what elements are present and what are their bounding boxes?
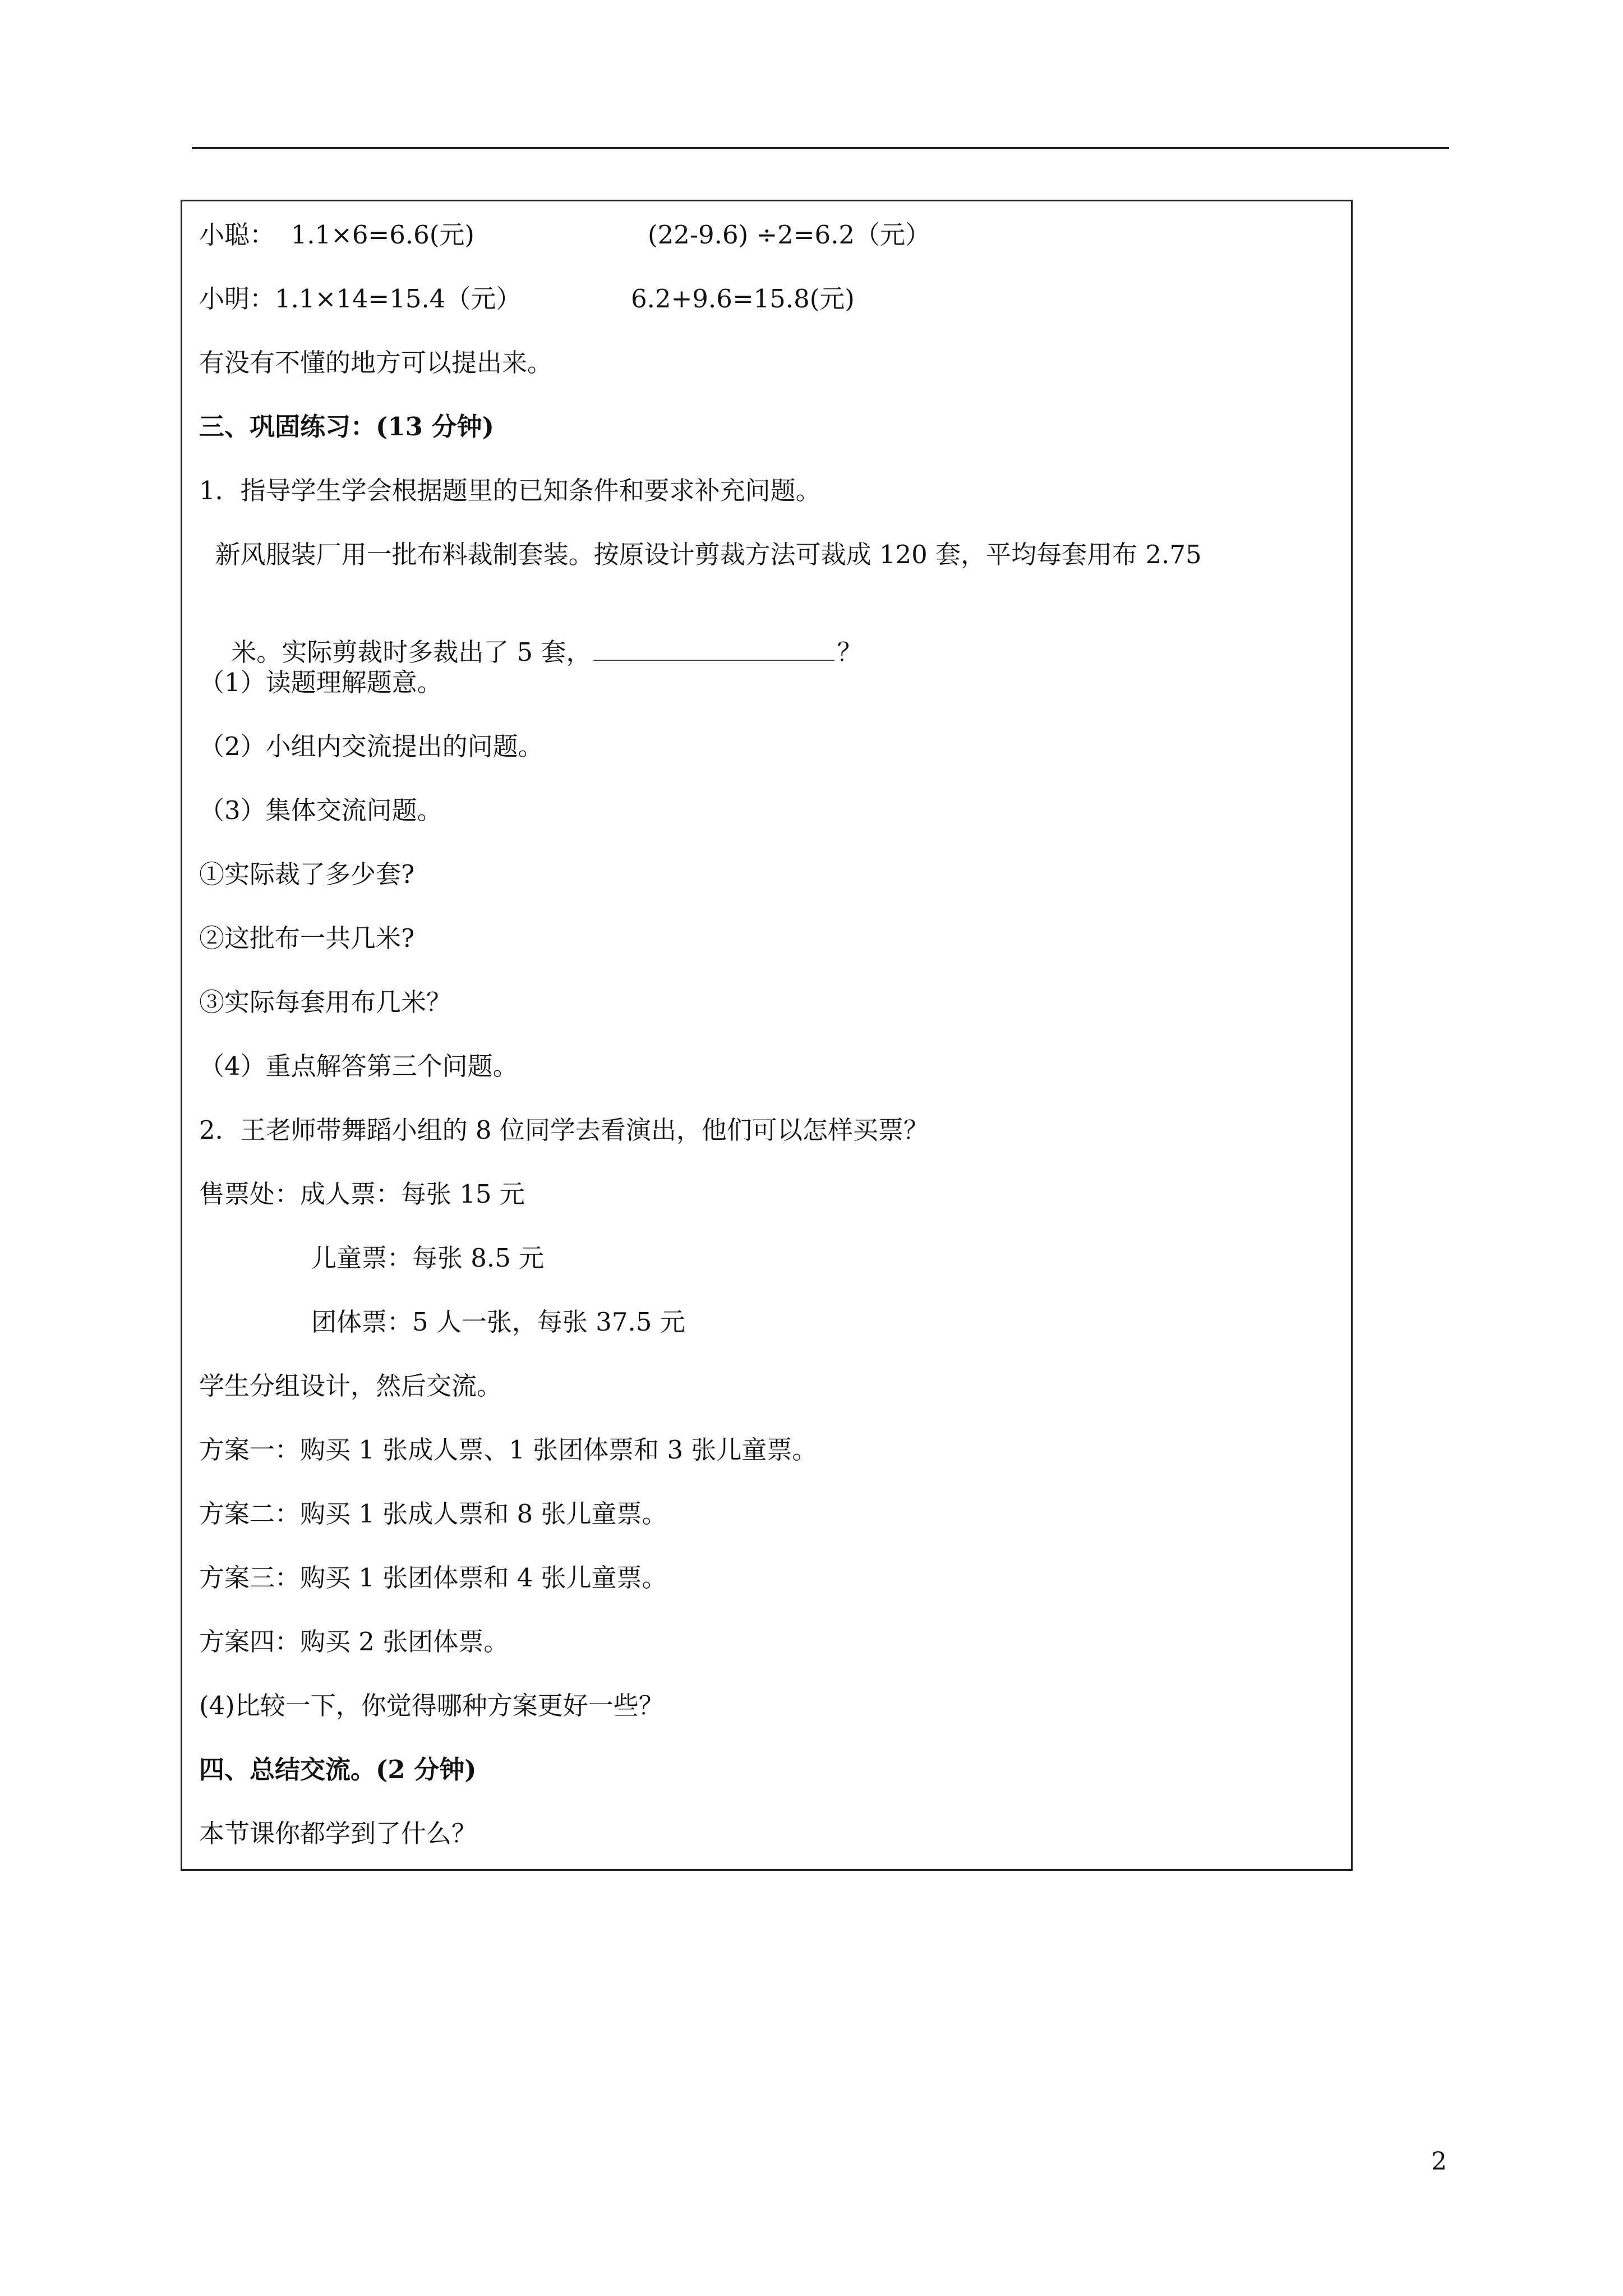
question-3: ③实际每套用布几米？ — [199, 987, 452, 1017]
summary-question: 本节课你都学到了什么？ — [199, 1819, 477, 1848]
group-design-note: 学生分组设计，然后交流。 — [199, 1371, 502, 1401]
plan-1: 方案一：购买 1 张成人票、1 张团体票和 3 张儿童票。 — [199, 1435, 818, 1465]
step-3: （3）集体交流问题。 — [199, 795, 442, 825]
compare-question: (4)比较一下，你觉得哪种方案更好一些？ — [199, 1691, 664, 1720]
section-heading-practice: 三、巩固练习：(13 分钟) — [199, 412, 494, 441]
ticket-group: 团体票：5 人一张，每张 37.5 元 — [311, 1307, 685, 1337]
header-rule — [192, 147, 1449, 149]
lesson-content-box — [181, 200, 1353, 1871]
exercise-1-text: 新风服装厂用一批布料裁制套装。按原设计剪裁方法可裁成 120 套，平均每套用布 2.75 — [199, 540, 1202, 569]
question-prompt: 有没有不懂的地方可以提出来。 — [199, 348, 553, 378]
step-1: （1）读题理解题意。 — [199, 668, 442, 697]
exercise-2-title: 2．王老师带舞蹈小组的 8 位同学去看演出，他们可以怎样买票？ — [199, 1115, 929, 1145]
question-2: ②这批布一共几米? — [199, 923, 415, 953]
exercise-1-text-cont — [199, 602, 863, 667]
plan-2: 方案二：购买 1 张成人票和 8 张儿童票。 — [199, 1499, 667, 1529]
exercise-1-title: 1．指导学生学会根据题里的已知条件和要求补充问题。 — [199, 476, 821, 505]
xiaocong-calc-1: 小聪： 1.1×6=6.6(元) — [199, 220, 474, 250]
calc-line-xiaocong — [199, 218, 1338, 252]
plan-4: 方案四：购买 2 张团体票。 — [199, 1627, 509, 1657]
section-heading-summary: 四、总结交流。(2 分钟) — [199, 1755, 477, 1784]
xiaoming-calc-1: 小明：1.1×14=15.4（元） — [199, 284, 522, 314]
step-4: （4）重点解答第三个问题。 — [199, 1051, 518, 1081]
xiaocong-calc-2: (22-9.6) ÷2=6.2（元） — [648, 220, 931, 250]
question-1: ①实际裁了多少套? — [199, 859, 415, 889]
ticket-office-adult: 售票处：成人票：每张 15 元 — [199, 1179, 525, 1209]
exercise-1-text-tail: 米。实际剪裁时多裁出了 5 套， — [231, 637, 592, 667]
answer-blank — [593, 637, 834, 661]
step-2: （2）小组内交流提出的问题。 — [199, 731, 543, 761]
ticket-child: 儿童票：每张 8.5 元 — [311, 1243, 545, 1273]
calc-line-xiaoming — [199, 282, 1338, 316]
plan-3: 方案三：购买 1 张团体票和 4 张儿童票。 — [199, 1563, 667, 1593]
question-mark: ？ — [837, 637, 863, 667]
page-number: 2 — [1431, 2147, 1447, 2176]
xiaoming-calc-2: 6.2+9.6=15.8(元) — [631, 284, 855, 314]
